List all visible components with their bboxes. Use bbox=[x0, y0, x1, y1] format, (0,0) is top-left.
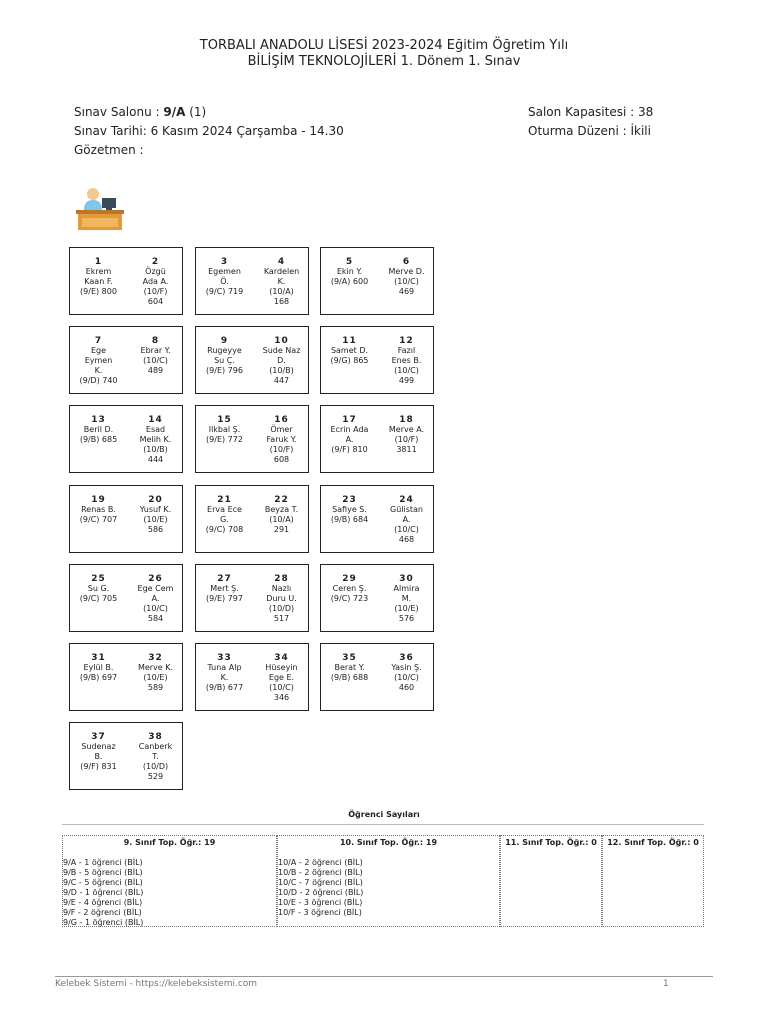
student-info-line: 168 bbox=[273, 297, 290, 306]
seat bbox=[196, 495, 253, 535]
class-count-item: 9/F - 2 öğrenci (BİL) bbox=[63, 908, 142, 917]
seat-number: 7 bbox=[94, 336, 103, 346]
footer-link[interactable]: Kelebek Sistemi - https://kelebeksistemi.com bbox=[55, 979, 258, 989]
seat bbox=[70, 653, 127, 683]
seat-number: 20 bbox=[148, 495, 163, 505]
school-title: TORBALI ANADOLU LİSESİ 2023-2024 Eğitim Öğretim Yılı bbox=[199, 38, 569, 53]
student-info-line: 291 bbox=[273, 525, 290, 534]
seat bbox=[321, 336, 378, 366]
student-info-line: (9/C) 707 bbox=[79, 515, 118, 524]
class-count-list bbox=[278, 858, 499, 918]
student-info-line: Ceren Ş. bbox=[332, 584, 367, 593]
seat-number: 8 bbox=[151, 336, 160, 346]
seat-number: 27 bbox=[217, 574, 232, 584]
seat bbox=[70, 336, 127, 386]
teacher-desk-icon bbox=[76, 186, 124, 232]
seat-number: 25 bbox=[91, 574, 106, 584]
seat-number: 35 bbox=[342, 653, 357, 663]
seat-number: 34 bbox=[274, 653, 289, 663]
student-info-line: (10/A) bbox=[269, 287, 294, 296]
desk bbox=[69, 326, 183, 394]
student-info-line: (10/C) bbox=[269, 683, 294, 692]
desk bbox=[195, 326, 309, 394]
desk bbox=[320, 405, 434, 473]
student-info-line: Ecrin Ada bbox=[330, 425, 369, 434]
seat bbox=[253, 653, 310, 703]
desk bbox=[320, 485, 434, 553]
student-info-line: (10/D) bbox=[268, 604, 295, 613]
student-info-line: Safiye S. bbox=[332, 505, 367, 514]
student-info-line: Su Ç. bbox=[214, 356, 235, 365]
seat-number: 2 bbox=[151, 257, 160, 267]
grade-column bbox=[62, 835, 277, 927]
student-info-line: 469 bbox=[398, 287, 415, 296]
student-info-line: 346 bbox=[273, 693, 290, 702]
grade-total-header: 11. Sınıf Top. Öğr.: 0 bbox=[505, 838, 597, 847]
page-number: 1 bbox=[663, 979, 669, 989]
student-info-line: Mert Ş. bbox=[210, 584, 239, 593]
student-info-line: Su G. bbox=[87, 584, 110, 593]
student-info-line: Ada A. bbox=[142, 277, 169, 286]
student-info-line: (10/C) bbox=[143, 356, 168, 365]
exam-title: BİLİŞİM TEKNOLOJİLERİ 1. Dönem 1. Sınav bbox=[247, 54, 521, 69]
student-info-line: Özgü bbox=[145, 267, 166, 276]
student-info-line: Ege bbox=[90, 346, 107, 355]
seat bbox=[127, 732, 184, 782]
student-info-line: Eylül B. bbox=[83, 663, 114, 672]
student-info-line: 576 bbox=[398, 614, 415, 623]
student-info-line: K. bbox=[94, 366, 103, 375]
student-info-line: Egemen bbox=[208, 267, 241, 276]
student-info-line: (9/C) 705 bbox=[79, 594, 118, 603]
class-count-list bbox=[63, 858, 276, 928]
grade-total-header: 12. Sınıf Top. Öğr.: 0 bbox=[607, 838, 699, 847]
seating-layout: Oturma Düzeni : İkili bbox=[528, 124, 651, 138]
seat-number: 29 bbox=[342, 574, 357, 584]
student-info-line: Renas B. bbox=[81, 505, 116, 514]
student-info-line: 468 bbox=[398, 535, 415, 544]
seat-number: 24 bbox=[399, 495, 414, 505]
student-info-line: Nazlı bbox=[271, 584, 292, 593]
student-info-line: T. bbox=[152, 752, 159, 761]
desk bbox=[320, 247, 434, 315]
student-info-line: Ege E. bbox=[268, 673, 295, 682]
student-info-line: 589 bbox=[147, 683, 164, 692]
student-info-line: (9/C) 719 bbox=[205, 287, 244, 296]
seat-number: 18 bbox=[399, 415, 414, 425]
desk bbox=[195, 643, 309, 711]
class-count-item: 9/D - 1 öğrenci (BİL) bbox=[63, 888, 144, 897]
student-info-line: 529 bbox=[147, 772, 164, 781]
student-info-line: (10/B) bbox=[143, 445, 168, 454]
seat-number: 30 bbox=[399, 574, 414, 584]
student-info-line: (9/E) 800 bbox=[80, 287, 117, 296]
student-info-line: (10/F) bbox=[143, 287, 168, 296]
student-info-line: (10/C) bbox=[143, 604, 168, 613]
student-info-line: Sudenaz bbox=[81, 742, 116, 751]
student-info-line: Tuna Alp bbox=[207, 663, 242, 672]
student-info-line: Rugeyye bbox=[207, 346, 242, 355]
student-info-line: G. bbox=[220, 515, 229, 524]
exam-room-value: 9/A bbox=[163, 105, 186, 119]
student-info-line: Eymen bbox=[84, 356, 113, 365]
class-count-item: 9/E - 4 öğrenci (BİL) bbox=[63, 898, 143, 907]
class-count-item: 9/A - 1 öğrenci (BİL) bbox=[63, 858, 143, 867]
student-info-line: A. bbox=[402, 515, 411, 524]
class-count-item: 9/B - 5 öğrenci (BİL) bbox=[63, 868, 143, 877]
student-info-line: (10/C) bbox=[394, 277, 419, 286]
seat-number: 32 bbox=[148, 653, 163, 663]
student-info-line: 444 bbox=[147, 455, 164, 464]
seat bbox=[196, 574, 253, 604]
seat bbox=[70, 257, 127, 297]
student-info-line: Hüseyin bbox=[265, 663, 298, 672]
desk bbox=[69, 247, 183, 315]
desk bbox=[195, 405, 309, 473]
student-info-line: Ebrar Y. bbox=[140, 346, 171, 355]
seat bbox=[253, 415, 310, 465]
desk bbox=[69, 722, 183, 790]
student-info-line: (9/E) 796 bbox=[206, 366, 243, 375]
student-info-line: 499 bbox=[398, 376, 415, 385]
seat-number: 1 bbox=[94, 257, 103, 267]
seat bbox=[70, 495, 127, 525]
desk bbox=[195, 564, 309, 632]
student-info-line: K. bbox=[277, 277, 286, 286]
grade-total-header: 10. Sınıf Top. Öğr.: 19 bbox=[339, 838, 438, 847]
student-info-line: A. bbox=[151, 594, 160, 603]
student-info-line: D. bbox=[277, 356, 286, 365]
seat-number: 14 bbox=[148, 415, 163, 425]
seat-number: 31 bbox=[91, 653, 106, 663]
seat bbox=[70, 415, 127, 445]
seat bbox=[253, 257, 310, 307]
seat bbox=[196, 653, 253, 693]
student-info-line: Samet D. bbox=[330, 346, 369, 355]
seat-number: 10 bbox=[274, 336, 289, 346]
grade-total-header: 9. Sınıf Top. Öğr.: 19 bbox=[123, 838, 216, 847]
seat bbox=[378, 257, 435, 297]
student-info-line: 3811 bbox=[396, 445, 417, 454]
class-count-item: 10/C - 7 öğrenci (BİL) bbox=[278, 878, 363, 887]
seat-number: 26 bbox=[148, 574, 163, 584]
student-info-line: (10/F) bbox=[394, 435, 419, 444]
student-info-line: (9/B) 685 bbox=[79, 435, 118, 444]
desk bbox=[195, 485, 309, 553]
student-info-line: Yusuf K. bbox=[139, 505, 172, 514]
seat-number: 33 bbox=[217, 653, 232, 663]
desk bbox=[69, 564, 183, 632]
seat bbox=[378, 415, 435, 455]
student-info-line: Ekin Y. bbox=[336, 267, 363, 276]
seat bbox=[127, 257, 184, 307]
seat-number: 38 bbox=[148, 732, 163, 742]
student-info-line: 604 bbox=[147, 297, 164, 306]
seat bbox=[196, 336, 253, 376]
student-info-line: A. bbox=[345, 435, 354, 444]
student-info-line: Esad bbox=[145, 425, 166, 434]
seat bbox=[378, 495, 435, 545]
grade-column bbox=[277, 835, 500, 927]
student-info-line: (9/D) 740 bbox=[79, 376, 118, 385]
student-info-line: 584 bbox=[147, 614, 164, 623]
student-info-line: (10/D) bbox=[142, 762, 169, 771]
student-info-line: Canberk bbox=[138, 742, 173, 751]
seat bbox=[253, 495, 310, 535]
exam-room bbox=[74, 105, 206, 119]
seat-number: 13 bbox=[91, 415, 106, 425]
seat-number: 16 bbox=[274, 415, 289, 425]
seat-number: 17 bbox=[342, 415, 357, 425]
student-info-line: (10/A) bbox=[269, 515, 294, 524]
student-info-line: (9/C) 723 bbox=[330, 594, 369, 603]
student-info-line: Sude Naz bbox=[262, 346, 301, 355]
student-info-line: K. bbox=[220, 673, 229, 682]
desk bbox=[69, 485, 183, 553]
seat bbox=[321, 415, 378, 455]
seat bbox=[196, 415, 253, 445]
student-info-line: Ö. bbox=[220, 277, 229, 286]
student-info-line: 517 bbox=[273, 614, 290, 623]
student-info-line: Fazıl bbox=[397, 346, 416, 355]
seat bbox=[321, 257, 378, 287]
seat-number: 3 bbox=[220, 257, 229, 267]
student-info-line: (10/E) bbox=[394, 604, 419, 613]
student-info-line: (10/C) bbox=[394, 525, 419, 534]
seat-number: 15 bbox=[217, 415, 232, 425]
seat bbox=[378, 336, 435, 386]
student-info-line: (10/E) bbox=[143, 673, 168, 682]
exam-room-label: Sınav Salonu : bbox=[74, 105, 164, 119]
student-info-line: 447 bbox=[273, 376, 290, 385]
student-info-line: (10/B) bbox=[269, 366, 294, 375]
grade-column bbox=[500, 835, 602, 927]
seat-number: 37 bbox=[91, 732, 106, 742]
student-info-line: (9/G) 865 bbox=[330, 356, 369, 365]
student-info-line: Merve D. bbox=[388, 267, 425, 276]
seat-number: 28 bbox=[274, 574, 289, 584]
student-info-line: (9/A) 600 bbox=[330, 277, 369, 286]
student-info-line: Ilkbal Ş. bbox=[208, 425, 241, 434]
footer-divider bbox=[55, 976, 713, 977]
class-count-item: 10/A - 2 öğrenci (BİL) bbox=[278, 858, 363, 867]
student-info-line: Berat Y. bbox=[334, 663, 365, 672]
room-capacity: Salon Kapasitesi : 38 bbox=[528, 105, 654, 119]
student-info-line: (9/F) 810 bbox=[331, 445, 368, 454]
student-info-line: Kardelen bbox=[263, 267, 300, 276]
seat-number: 12 bbox=[399, 336, 414, 346]
seat bbox=[196, 257, 253, 297]
class-count-item: 10/B - 2 öğrenci (BİL) bbox=[278, 868, 363, 877]
seat bbox=[127, 415, 184, 465]
seat-number: 6 bbox=[402, 257, 411, 267]
student-info-line: (10/C) bbox=[394, 673, 419, 682]
seat bbox=[70, 732, 127, 772]
student-info-line: Duru U. bbox=[266, 594, 297, 603]
student-info-line: Melih K. bbox=[139, 435, 172, 444]
student-info-line: Beril D. bbox=[83, 425, 114, 434]
student-info-line: B. bbox=[94, 752, 103, 761]
class-count-item: 10/F - 3 öğrenci (BİL) bbox=[278, 908, 362, 917]
seat-number: 4 bbox=[277, 257, 286, 267]
seat bbox=[321, 574, 378, 604]
seat bbox=[253, 574, 310, 624]
class-count-item: 9/G - 1 öğrenci (BİL) bbox=[63, 918, 144, 927]
seat bbox=[127, 336, 184, 376]
student-info-line: (9/E) 797 bbox=[206, 594, 243, 603]
seat bbox=[253, 336, 310, 386]
class-count-item: 10/D - 2 öğrenci (BİL) bbox=[278, 888, 364, 897]
student-info-line: Ekrem bbox=[85, 267, 112, 276]
exam-date: Sınav Tarihi: 6 Kasım 2024 Çarşamba - 14.30 bbox=[74, 124, 344, 138]
student-info-line: (9/B) 684 bbox=[330, 515, 369, 524]
student-info-line: Merve K. bbox=[137, 663, 174, 672]
student-info-line: Yasin Ş. bbox=[391, 663, 422, 672]
seat-number: 11 bbox=[342, 336, 357, 346]
student-info-line: Faruk Y. bbox=[266, 435, 297, 444]
seat-number: 9 bbox=[220, 336, 229, 346]
student-info-line: Merve A. bbox=[388, 425, 425, 434]
seat bbox=[378, 653, 435, 693]
exam-room-suffix: (1) bbox=[185, 105, 207, 119]
student-info-line: (10/E) bbox=[143, 515, 168, 524]
student-info-line: (9/E) 772 bbox=[206, 435, 243, 444]
student-info-line: Ömer bbox=[270, 425, 293, 434]
seat bbox=[70, 574, 127, 604]
student-info-line: 586 bbox=[147, 525, 164, 534]
seat bbox=[378, 574, 435, 624]
student-info-line: Gülistan bbox=[390, 505, 423, 514]
stats-divider bbox=[62, 824, 704, 825]
class-count-item: 10/E - 3 öğrenci (BİL) bbox=[278, 898, 363, 907]
seat bbox=[127, 574, 184, 624]
seat bbox=[321, 653, 378, 683]
student-info-line: 460 bbox=[398, 683, 415, 692]
seat bbox=[321, 495, 378, 525]
student-info-line: (10/C) bbox=[394, 366, 419, 375]
desk bbox=[69, 643, 183, 711]
student-info-line: 489 bbox=[147, 366, 164, 375]
student-info-line: (9/C) 708 bbox=[205, 525, 244, 534]
student-info-line: M. bbox=[401, 594, 412, 603]
desk bbox=[195, 247, 309, 315]
seat bbox=[127, 495, 184, 535]
seat-number: 5 bbox=[345, 257, 354, 267]
student-info-line: (9/B) 688 bbox=[330, 673, 369, 682]
seat-number: 23 bbox=[342, 495, 357, 505]
class-count-item: 9/C - 5 öğrenci (BİL) bbox=[63, 878, 143, 887]
student-info-line: Erva Ece bbox=[207, 505, 242, 514]
student-info-line: Kaan F. bbox=[84, 277, 113, 286]
student-info-line: (10/F) bbox=[269, 445, 294, 454]
supervisor: Gözetmen : bbox=[74, 143, 144, 157]
seat-number: 22 bbox=[274, 495, 289, 505]
grade-column bbox=[602, 835, 704, 927]
desk bbox=[69, 405, 183, 473]
desk bbox=[320, 643, 434, 711]
seat bbox=[127, 653, 184, 693]
student-info-line: (9/B) 677 bbox=[205, 683, 244, 692]
desk bbox=[320, 326, 434, 394]
seat-number: 21 bbox=[217, 495, 232, 505]
student-info-line: Ege Cem bbox=[137, 584, 174, 593]
seat-number: 19 bbox=[91, 495, 106, 505]
seat-number: 36 bbox=[399, 653, 414, 663]
student-info-line: (9/F) 831 bbox=[80, 762, 117, 771]
student-counts-title: Öğrenci Sayıları bbox=[348, 810, 420, 819]
student-info-line: Beyza T. bbox=[264, 505, 299, 514]
desk bbox=[320, 564, 434, 632]
student-info-line: (9/B) 697 bbox=[79, 673, 118, 682]
student-info-line: Almira bbox=[393, 584, 420, 593]
student-info-line: Enes B. bbox=[391, 356, 422, 365]
student-info-line: 608 bbox=[273, 455, 290, 464]
